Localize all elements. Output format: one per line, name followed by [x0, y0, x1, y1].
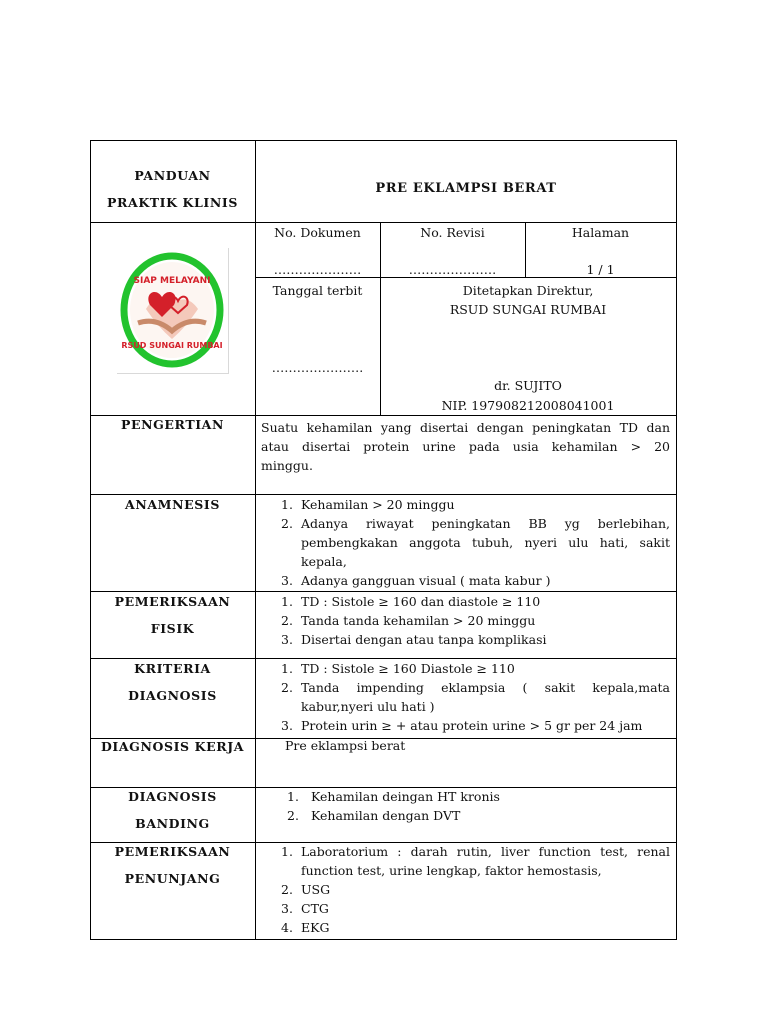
- section-body-kerja: Pre eklampsi berat: [285, 738, 406, 753]
- section-label-penunjang-line2: PENUNJANG: [124, 871, 221, 886]
- section-body-pengertian: [261, 418, 670, 475]
- list-item: 3. CTG: [281, 901, 329, 916]
- guide-title-line1: PANDUAN: [134, 168, 211, 183]
- label-column-divider: [255, 140, 256, 940]
- clinical-guide-document: [90, 140, 677, 940]
- section-label-pengertian: PENGERTIAN: [121, 417, 224, 432]
- director-line2: RSUD SUNGAI RUMBAI: [449, 302, 607, 317]
- list-item: 1. Kehamilan deingan HT kronis: [287, 789, 500, 804]
- document-number-value: …………………: [273, 262, 362, 277]
- list-item: 1. TD : Sistole ≥ 160 dan diastole ≥ 110: [281, 594, 541, 609]
- list-item: 2. Adanya riwayat peningkatan BB yg berlebihan, pembengkakan anggota tubuh, nyeri ulu hati, sakit kepala,: [281, 516, 670, 569]
- section-label-penunjang-line1: PEMERIKSAAN: [114, 844, 231, 859]
- pengertian-line: minggu.: [261, 458, 313, 473]
- section-label-kriteria-line2: DIAGNOSIS: [128, 688, 217, 703]
- revision-label: No. Revisi: [420, 225, 485, 240]
- kriteria-list: [275, 659, 670, 735]
- logo-bottom-text: RSUD SUNGAI RUMBAI: [121, 341, 223, 350]
- anamnesis-list: [275, 495, 670, 590]
- section-label-anamnesis: ANAMNESIS: [125, 497, 220, 512]
- table-border-bottom: [90, 939, 677, 940]
- list-item: 3. Disertai dengan atau tanpa komplikasi: [281, 632, 547, 647]
- list-item: 4. EKG: [281, 920, 330, 935]
- pengertian-line: Suatu kehamilan yang disertai dengan peningkatan TD dan: [261, 420, 670, 435]
- list-item: 2. USG: [281, 882, 331, 897]
- section-label-kerja: DIAGNOSIS KERJA: [100, 739, 245, 754]
- row-divider: [90, 222, 255, 223]
- hospital-logo: [116, 247, 228, 373]
- document-number-label: No. Dokumen: [274, 225, 361, 240]
- section-label-kriteria-line1: KRITERIA: [134, 661, 211, 676]
- list-item: 2. Tanda tanda kehamilan > 20 minggu: [281, 613, 536, 628]
- hospital-logo-icon: [116, 247, 228, 373]
- document-title: PRE EKLAMPSI BERAT: [375, 181, 557, 196]
- fisik-list: [275, 592, 670, 649]
- list-item: 1. Laboratorium : darah rutin, liver function test, renal function test, urine lengkap, faktor hemostasis,: [281, 844, 670, 878]
- director-name: dr. SUJITO: [494, 378, 562, 393]
- list-item: 1. TD : Sistole ≥ 160 Diastole ≥ 110: [281, 661, 515, 676]
- issue-date-label: Tanggal terbit: [272, 283, 363, 298]
- list-item: 2. Tanda impending eklampsia ( sakit kepala,mata kabur,nyeri ulu hati ): [281, 680, 670, 714]
- section-label-fisik-line2: FISIK: [150, 621, 195, 636]
- revision-value: …………………: [408, 262, 497, 277]
- list-item: 3. Adanya gangguan visual ( mata kabur ): [281, 573, 551, 588]
- director-nip: NIP. 197908212008041001: [441, 398, 615, 413]
- list-item: 3. Protein urin ≥ + atau protein urine > 5 gr per 24 jam: [281, 718, 643, 733]
- guide-title-line2: PRAKTIK KLINIS: [107, 195, 238, 210]
- section-label-banding-line2: BANDING: [135, 816, 210, 831]
- issue-date-value: ………………….: [271, 360, 364, 375]
- section-label-banding-line1: DIAGNOSIS: [128, 789, 217, 804]
- list-item: 2. Kehamilan dengan DVT: [287, 808, 461, 823]
- page-label: Halaman: [571, 225, 630, 240]
- banding-list: [275, 787, 670, 825]
- table-border-top: [90, 140, 677, 141]
- row-divider: [255, 277, 677, 278]
- list-item: 1. Kehamilan > 20 minggu: [281, 497, 455, 512]
- row-divider: [255, 222, 677, 223]
- director-line1: Ditetapkan Direktur,: [462, 283, 594, 298]
- penunjang-list: [275, 842, 670, 937]
- section-label-fisik-line1: PEMERIKSAAN: [114, 594, 231, 609]
- table-border-right: [676, 140, 677, 940]
- logo-top-text: SIAP MELAYANI: [133, 276, 211, 286]
- page-value: 1 / 1: [586, 262, 615, 277]
- pengertian-line: atau disertai protein urine pada usia kehamilan > 20: [261, 439, 670, 454]
